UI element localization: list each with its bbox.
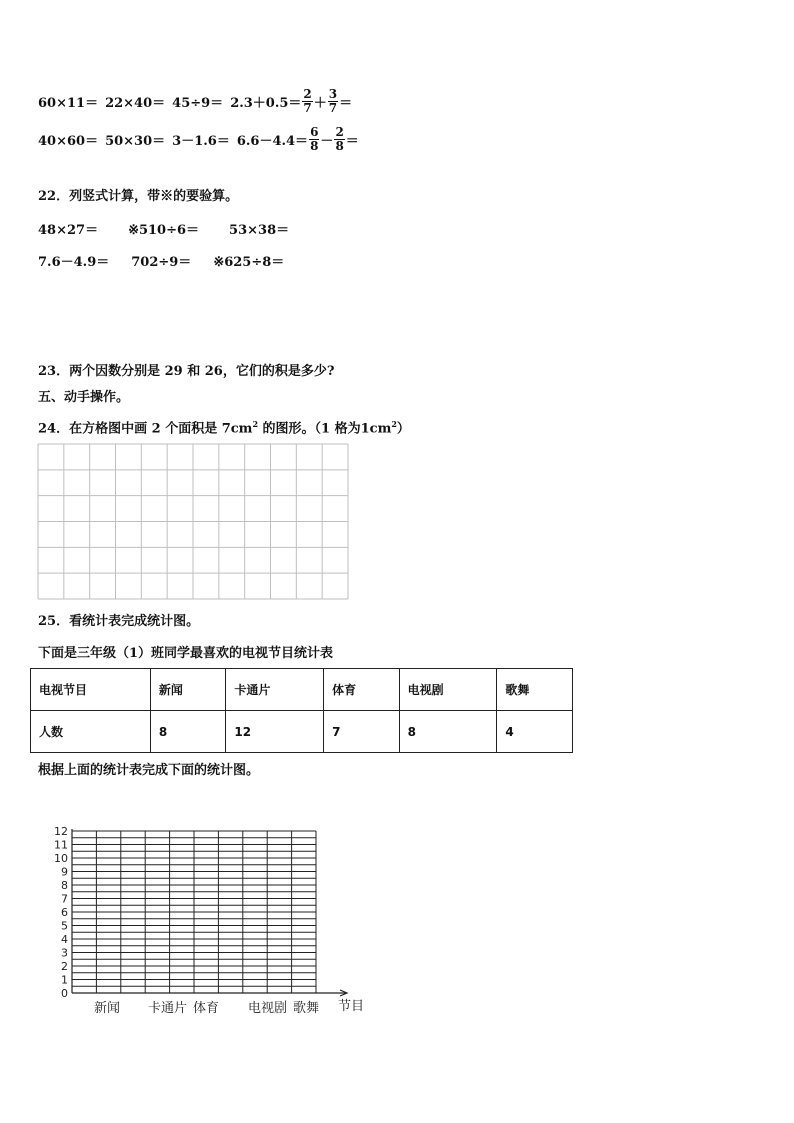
calc-item: 702÷9＝	[131, 255, 192, 270]
calc-item: 53×38＝	[229, 223, 290, 238]
y-tick-label: 4	[61, 933, 68, 946]
y-tick-label: 11	[54, 838, 68, 852]
math-item: 45÷9＝	[172, 96, 224, 111]
table-cell: 歌舞	[497, 669, 573, 711]
table-title: 下面是三年级（1）班同学最喜欢的电视节目统计表	[38, 646, 334, 661]
calc-item: ※625÷8＝	[213, 255, 285, 270]
math-item: 50×30＝	[105, 134, 166, 149]
table-row	[31, 711, 573, 753]
table-row	[31, 669, 573, 711]
fraction: $\frac{3}{7}$	[328, 87, 338, 115]
table-cell: 人数	[31, 711, 151, 753]
table-cell: 8	[150, 711, 226, 753]
mental-math-row-2	[38, 126, 359, 153]
q22-row-2	[38, 251, 284, 270]
table-cell: 电视节目	[31, 669, 151, 711]
calc-item: 7.6－4.9＝	[38, 255, 110, 270]
math-item: 22×40＝	[105, 96, 166, 111]
q22-row-1	[38, 219, 289, 238]
fraction: $\frac{6}{8}$	[310, 125, 319, 153]
y-tick-label: 6	[61, 906, 68, 919]
y-tick-label: 10	[54, 852, 68, 865]
y-tick-label: 3	[61, 946, 68, 960]
x-axis-label: 节目	[338, 999, 365, 1014]
equals: ＝	[339, 96, 353, 111]
table-cell: 8	[399, 711, 497, 753]
x-category-label: 电视剧	[248, 1001, 288, 1016]
calc-item: 48×27＝	[38, 223, 99, 238]
q23-title: 23．两个因数分别是 29 和 26，它们的积是多少?	[38, 364, 335, 379]
fraction: $\frac{2}{8}$	[335, 125, 344, 153]
bar-chart[interactable]	[30, 810, 380, 1025]
math-item: 3－1.6＝	[172, 134, 230, 149]
y-tick-label: 1	[61, 973, 68, 987]
operator: ＋	[313, 96, 327, 111]
math-item: 60×11＝	[38, 96, 99, 111]
table-cell: 体育	[324, 669, 400, 711]
calc-item: ※510÷6＝	[128, 223, 200, 238]
table-cell: 卡通片	[226, 669, 324, 711]
x-category-label: 卡通片	[148, 1001, 188, 1016]
table-cell: 电视剧	[399, 669, 497, 711]
math-item: 2.3＋0.5＝	[230, 96, 302, 111]
x-category-label: 体育	[193, 1001, 220, 1016]
y-tick-label: 7	[61, 892, 68, 906]
operator: －	[320, 134, 334, 149]
q22-title: 22．列竖式计算，带※的要验算。	[38, 189, 239, 204]
y-tick-label: 5	[61, 919, 68, 933]
table-cell: 7	[324, 711, 400, 753]
q25-title: 25．看统计表完成统计图。	[38, 614, 200, 629]
statistics-table	[30, 668, 573, 753]
chart-instruction: 根据上面的统计表完成下面的统计图。	[38, 763, 260, 778]
y-tick-label: 12	[54, 825, 68, 838]
y-tick-label: 9	[61, 865, 68, 879]
section-5-title: 五、动手操作。	[38, 390, 130, 405]
y-tick-label: 0	[61, 987, 68, 1000]
fraction: $\frac{2}{7}$	[303, 87, 312, 115]
table-cell: 新闻	[150, 669, 226, 711]
table-cell: 12	[226, 711, 324, 753]
x-category-label: 新闻	[94, 1001, 121, 1016]
x-category-label: 歌舞	[293, 1001, 320, 1016]
y-tick-label: 8	[61, 879, 68, 892]
q24-title: 24．在方格图中画 2 个面积是 $7cm^2$ 的图形。（1 格为$1cm^2$）	[38, 419, 410, 437]
y-tick-label: 2	[61, 960, 68, 973]
equals: ＝	[345, 134, 359, 149]
math-item: 6.6－4.4＝	[236, 134, 309, 149]
math-item: 40×60＝	[38, 134, 99, 149]
drawing-grid[interactable]	[37, 443, 350, 601]
mental-math-row-1	[38, 88, 352, 115]
table-cell: 4	[497, 711, 573, 753]
